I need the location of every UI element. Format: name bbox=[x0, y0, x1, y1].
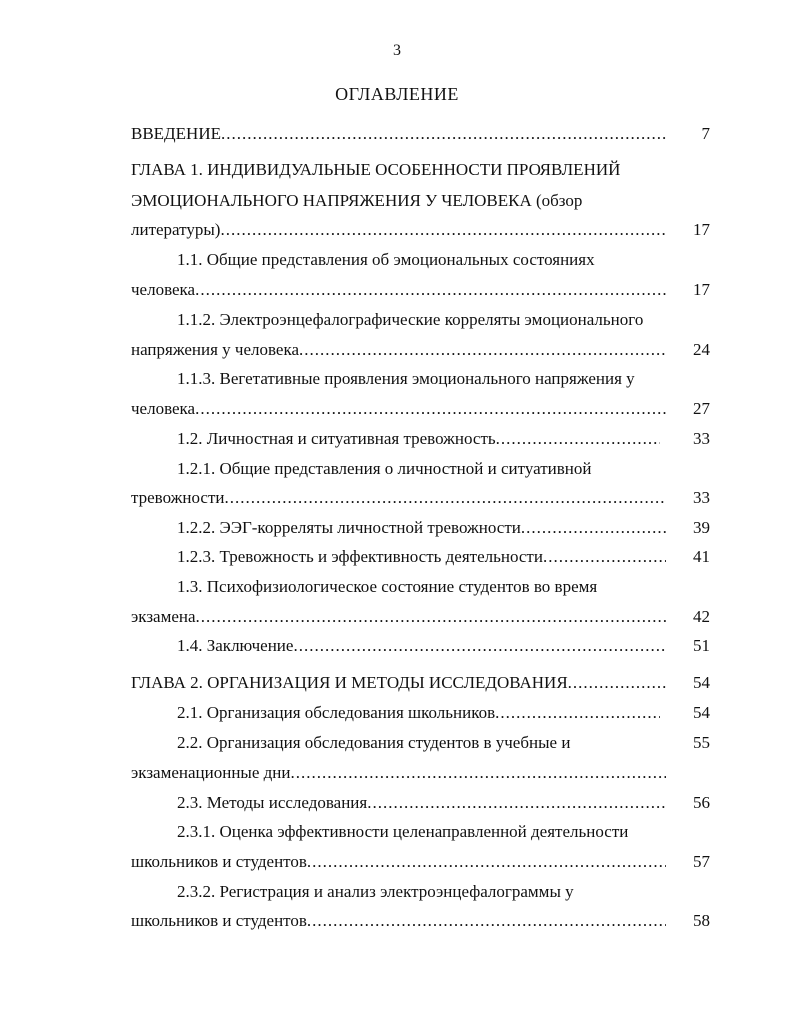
leader-dots bbox=[496, 428, 660, 450]
toc-entry-1-1-line1: 1.1. Общие представления об эмоциональных состояниях bbox=[177, 250, 595, 269]
toc-entry-1-2-2 bbox=[177, 517, 666, 539]
toc-entry-2-3 bbox=[177, 792, 666, 814]
toc-entry-text: 1.2.3. Тревожность и эффективность деятельности bbox=[177, 547, 543, 566]
toc-entry-1-1-2 bbox=[131, 339, 666, 361]
toc-entry-intro bbox=[131, 123, 666, 145]
leader-dots bbox=[568, 672, 666, 694]
toc-entry-2-2-line1: 2.2. Организация обследования студентов в учебные и bbox=[177, 733, 571, 752]
leader-dots bbox=[291, 762, 667, 784]
toc-entry-page: 33 bbox=[693, 429, 710, 448]
toc-entry-ch1-line2: ЭМОЦИОНАЛЬНОГО НАПРЯЖЕНИЯ У ЧЕЛОВЕКА (обзор bbox=[131, 191, 583, 210]
leader-dots bbox=[307, 910, 666, 932]
toc-entry-page: 7 bbox=[701, 124, 710, 143]
toc-entry-1-1-3-line1: 1.1.3. Вегетативные проявления эмоционального напряжения у bbox=[177, 369, 635, 388]
toc-entry-text: 2.1. Организация обследования школьников bbox=[177, 703, 496, 722]
toc-entry-1-2 bbox=[177, 428, 660, 450]
toc-entry-text: школьников и студентов bbox=[131, 852, 307, 871]
toc-entry-page: 54 bbox=[693, 673, 710, 692]
toc-entry-1-1-3 bbox=[131, 398, 666, 420]
toc-entry-page: 33 bbox=[693, 488, 710, 507]
leader-dots bbox=[299, 339, 666, 361]
toc-entry-text: 1.4. Заключение bbox=[177, 636, 294, 655]
toc-entry-page: 54 bbox=[693, 703, 710, 722]
toc-entry-text: экзамена bbox=[131, 607, 196, 626]
toc-entry-1-4 bbox=[177, 635, 666, 657]
toc-entry-ch2 bbox=[131, 672, 666, 694]
page-title: ОГЛАВЛЕНИЕ bbox=[335, 84, 459, 104]
toc-entry-page: 17 bbox=[693, 220, 710, 239]
toc-entry-page: 24 bbox=[693, 340, 710, 359]
toc-entry-1-2-3 bbox=[177, 546, 666, 568]
leader-dots bbox=[195, 279, 666, 301]
toc-entry-text: тревожности bbox=[131, 488, 225, 507]
leader-dots bbox=[293, 635, 666, 657]
toc-entry-2-3-2 bbox=[131, 910, 666, 932]
toc-entry-text: напряжения у человека bbox=[131, 340, 300, 359]
toc-entry-2-1 bbox=[177, 702, 660, 724]
leader-dots bbox=[196, 606, 666, 628]
toc-entry-page: 57 bbox=[693, 852, 710, 871]
page-number: 3 bbox=[393, 42, 401, 59]
toc-entry-2-3-1-line1: 2.3.1. Оценка эффективности целенаправленной деятельности bbox=[177, 822, 629, 841]
toc-entry-page: 17 bbox=[693, 280, 710, 299]
toc-entry-text: 1.2. Личностная и ситуативная тревожность bbox=[177, 429, 496, 448]
leader-dots bbox=[220, 219, 666, 241]
toc-entry-text: литературы) bbox=[131, 220, 221, 239]
toc-entry-ch1 bbox=[131, 219, 666, 241]
toc-entry-text: экзаменационные дни bbox=[131, 763, 291, 782]
toc-entry-1-2-1 bbox=[131, 487, 666, 509]
toc-entry-2-2 bbox=[131, 762, 666, 784]
toc-entry-page: 55 bbox=[693, 733, 710, 752]
toc-entry-1-1 bbox=[131, 279, 666, 301]
toc-entry-text: 1.2.2. ЭЭГ-корреляты личностной тревожности bbox=[177, 518, 521, 537]
toc-entry-text: 2.3. Методы исследования bbox=[177, 793, 368, 812]
toc-entry-page: 58 bbox=[693, 911, 710, 930]
leader-dots bbox=[221, 123, 666, 145]
leader-dots bbox=[195, 398, 666, 420]
toc-entry-1-2-1-line1: 1.2.1. Общие представления о личностной и ситуативной bbox=[177, 459, 592, 478]
leader-dots bbox=[543, 546, 666, 568]
toc-entry-1-3 bbox=[131, 606, 666, 628]
toc-entry-2-3-2-line1: 2.3.2. Регистрация и анализ электроэнцефалограммы у bbox=[177, 882, 574, 901]
leader-dots bbox=[521, 517, 666, 539]
toc-entry-page: 56 bbox=[693, 793, 710, 812]
toc-entry-page: 41 bbox=[693, 547, 710, 566]
toc-entry-text: человека bbox=[131, 280, 196, 299]
toc-entry-ch1-line1: ГЛАВА 1. ИНДИВИДУАЛЬНЫЕ ОСОБЕННОСТИ ПРОЯВЛЕНИЙ bbox=[131, 160, 621, 179]
toc-entry-page: 42 bbox=[693, 607, 710, 626]
toc-entry-page: 27 bbox=[693, 399, 710, 418]
toc-entry-text: ВВЕДЕНИЕ bbox=[131, 124, 221, 143]
leader-dots bbox=[367, 792, 666, 814]
leader-dots bbox=[307, 851, 666, 873]
toc-entry-page: 51 bbox=[693, 636, 710, 655]
leader-dots bbox=[495, 702, 660, 724]
toc-entry-1-3-line1: 1.3. Психофизиологическое состояние студентов во время bbox=[177, 577, 598, 596]
toc-entry-text: школьников и студентов bbox=[131, 911, 307, 930]
toc-entry-text: ГЛАВА 2. ОРГАНИЗАЦИЯ И МЕТОДЫ ИССЛЕДОВАНИЯ bbox=[131, 673, 568, 692]
toc-entry-page: 39 bbox=[693, 518, 710, 537]
toc-entry-1-1-2-line1: 1.1.2. Электроэнцефалографические корреляты эмоционального bbox=[177, 310, 644, 329]
toc-entry-2-3-1 bbox=[131, 851, 666, 873]
toc-entry-text: человека bbox=[131, 399, 196, 418]
leader-dots bbox=[225, 487, 666, 509]
